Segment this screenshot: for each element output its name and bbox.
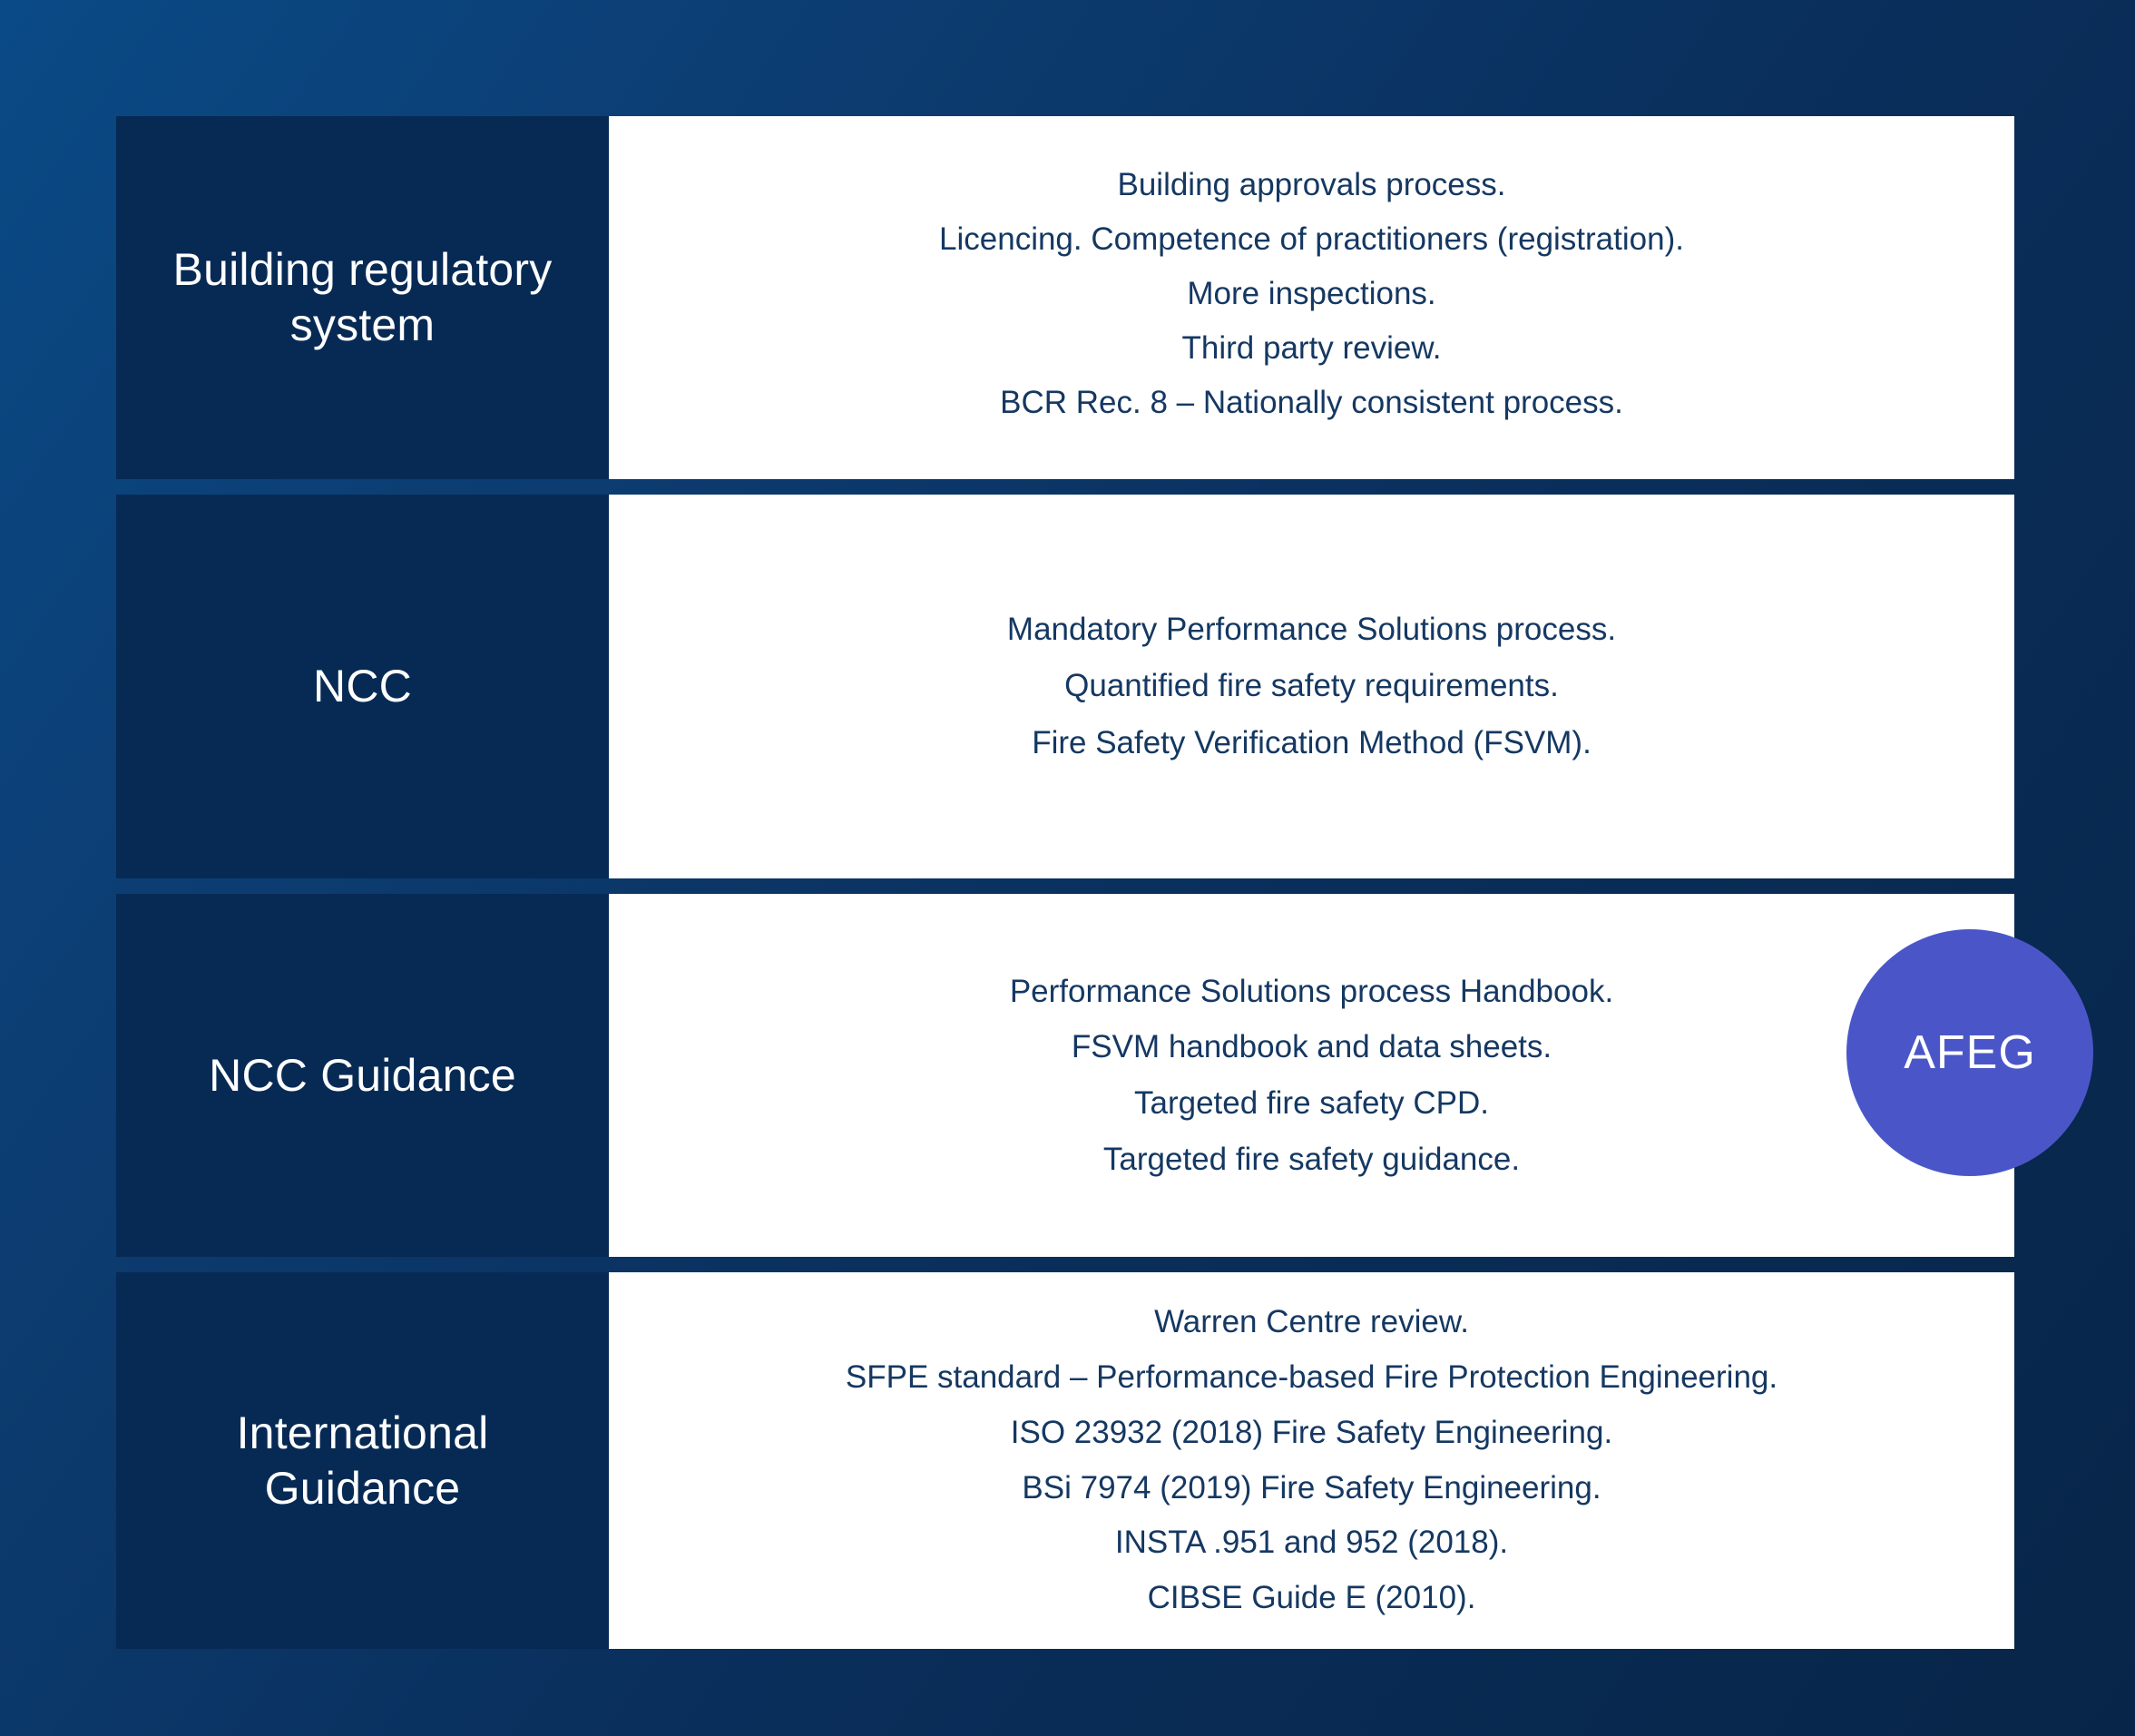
row-line: BSi 7974 (2019) Fire Safety Engineering. bbox=[1022, 1469, 1601, 1506]
row-label-ncc-guidance: NCC Guidance bbox=[116, 894, 609, 1257]
row-label-building-regulatory-system: Building regulatory system bbox=[116, 116, 609, 479]
row-line: BCR Rec. 8 – Nationally consistent process. bbox=[1000, 385, 1623, 421]
row-line: Performance Solutions process Handbook. bbox=[1009, 973, 1614, 1009]
row-body-ncc bbox=[609, 495, 2014, 878]
row-label-international-guidance: International Guidance bbox=[116, 1272, 609, 1649]
row-line: Quantified fire safety requirements. bbox=[1064, 668, 1559, 704]
row-line: Third party review. bbox=[1181, 330, 1442, 367]
row-body-international-guidance bbox=[609, 1272, 2014, 1649]
row-line: Targeted fire safety CPD. bbox=[1134, 1085, 1489, 1121]
row-line: More inspections. bbox=[1187, 275, 1436, 311]
row-line: Licencing. Competence of practitioners (registration). bbox=[939, 221, 1684, 257]
row-line: SFPE standard – Performance-based Fire Protection Engineering. bbox=[845, 1358, 1778, 1395]
row-line: CIBSE Guide E (2010). bbox=[1147, 1580, 1476, 1616]
row-body-ncc-guidance bbox=[609, 894, 2014, 1257]
row-line: Building approvals process. bbox=[1117, 166, 1506, 202]
diagram-row bbox=[116, 894, 2014, 1257]
row-body-building-regulatory-system bbox=[609, 116, 2014, 479]
row-line: Targeted fire safety guidance. bbox=[1102, 1141, 1521, 1177]
row-line: ISO 23932 (2018) Fire Safety Engineering. bbox=[1010, 1414, 1613, 1450]
diagram-row bbox=[116, 1272, 2014, 1649]
row-line: INSTA .951 and 952 (2018). bbox=[1114, 1525, 1509, 1561]
row-line: Warren Centre review. bbox=[1154, 1303, 1469, 1339]
diagram-row bbox=[116, 116, 2014, 479]
diagram-row bbox=[116, 495, 2014, 878]
row-label-ncc: NCC bbox=[116, 495, 609, 878]
afeg-badge: AFEG bbox=[1846, 929, 2093, 1176]
row-line: Mandatory Performance Solutions process. bbox=[1006, 612, 1617, 648]
row-line: Fire Safety Verification Method (FSVM). bbox=[1032, 724, 1591, 760]
row-line: FSVM handbook and data sheets. bbox=[1071, 1029, 1552, 1065]
